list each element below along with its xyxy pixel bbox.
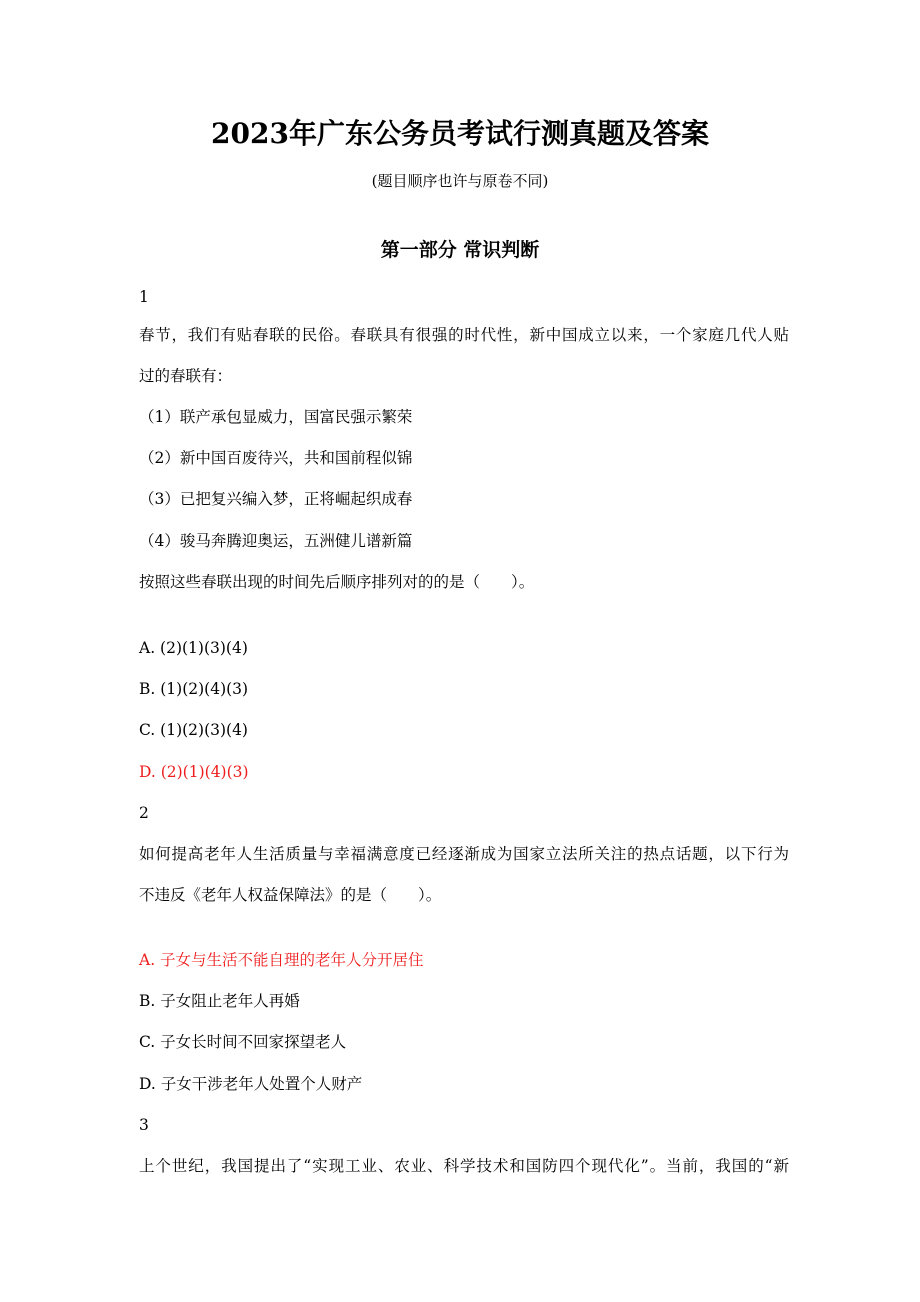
couplet-item: （4）骏马奔腾迎奥运，五洲健儿谱新篇 (139, 532, 413, 550)
option-c: C. 子女长时间不回家探望老人 (139, 1033, 347, 1051)
option-b: B. 子女阻止老年人再婚 (139, 992, 300, 1010)
option-c: C. (1)(2)(3)(4) (139, 721, 248, 739)
option-d: D. 子女干涉老年人处置个人财产 (139, 1075, 363, 1093)
couplet-item: （2）新中国百废待兴，共和国前程似锦 (139, 449, 413, 467)
couplet-item: （3）已把复兴编入梦，正将崛起织成春 (139, 490, 413, 508)
question-stem-line: 上个世纪，我国提出了“实现工业、农业、科学技术和国防四个现代化”。当前，我国的“新 (139, 1157, 789, 1175)
question-number: 3 (139, 1116, 149, 1134)
option-a: A. (2)(1)(3)(4) (139, 639, 248, 657)
section-heading: 第一部分 常识判断 (380, 239, 540, 261)
document-subtitle: (题目顺序也许与原卷不同) (371, 172, 549, 190)
question-stem-line: 过的春联有： (139, 367, 233, 385)
question-stem-line: 春节，我们有贴春联的民俗。春联具有很强的时代性，新中国成立以来，一个家庭几代人贴 (139, 326, 789, 344)
question-prompt: 按照这些春联出现的时间先后顺序排列对的的是（ ）。 (139, 573, 535, 591)
question-number: 2 (139, 804, 149, 822)
option-a-correct-answer: A. 子女与生活不能自理的老年人分开居住 (139, 951, 424, 969)
question-number: 1 (139, 288, 149, 306)
question-stem-line: 不违反《老年人权益保障法》的是（ ）。 (139, 886, 442, 904)
question-stem-line: 如何提高老年人生活质量与幸福满意度已经逐渐成为国家立法所关注的热点话题，以下行为 (139, 845, 789, 863)
document-title: 2023年广东公务员考试行测真题及答案 (211, 117, 709, 150)
option-b: B. (1)(2)(4)(3) (139, 680, 249, 698)
couplet-item: （1）联产承包显威力，国富民强示繁荣 (139, 408, 413, 426)
option-d-correct-answer: D. (2)(1)(4)(3) (139, 763, 249, 781)
